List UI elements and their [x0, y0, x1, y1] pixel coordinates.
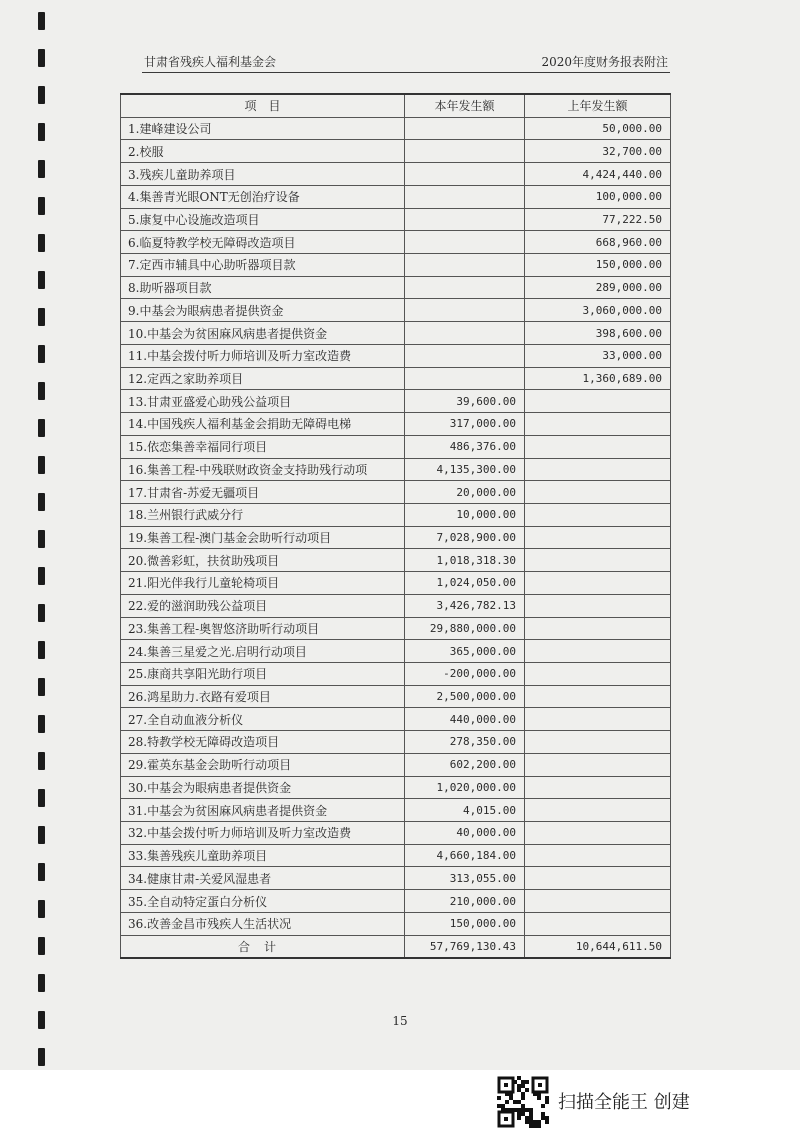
row-item-name: 25.康商共享阳光助行项目: [121, 662, 405, 685]
row-item-name: 19.集善工程-澳门基金会助听行动项目: [121, 526, 405, 549]
row-item-name: 20.微善彩虹，扶贫助残项目: [121, 549, 405, 572]
row-item-name: 30.中基会为眼病患者提供资金: [121, 776, 405, 799]
table-row: [121, 322, 671, 345]
table-row: [121, 640, 671, 663]
row-item-name: 9.中基会为眼病患者提供资金: [121, 299, 405, 322]
row-item-name: 8.助听器项目款: [121, 276, 405, 299]
row-current-amount: 4,660,184.00: [405, 844, 525, 867]
row-current-amount: 29,880,000.00: [405, 617, 525, 640]
row-previous-amount: 398,600.00: [525, 322, 671, 345]
page-number: 15: [392, 1014, 408, 1028]
row-item-name: 24.集善三星爱之光.启明行动项目: [121, 640, 405, 663]
binder-hole: [38, 1048, 45, 1066]
row-previous-amount: [525, 458, 671, 481]
binder-hole: [38, 900, 45, 918]
binder-hole: [38, 345, 45, 363]
row-item-name: 26.鸿星助力.衣路有爱项目: [121, 685, 405, 708]
table-row: [121, 708, 671, 731]
table-row: [121, 435, 671, 458]
table-row: [121, 844, 671, 867]
row-item-name: 1.建峰建设公司: [121, 117, 405, 140]
row-current-amount: 365,000.00: [405, 640, 525, 663]
row-item-name: 7.定西市辅具中心助听器项目款: [121, 254, 405, 277]
row-previous-amount: 150,000.00: [525, 254, 671, 277]
binder-hole: [38, 419, 45, 437]
row-current-amount: [405, 254, 525, 277]
row-item-name: 33.集善残疾儿童助养项目: [121, 844, 405, 867]
row-item-name: 12.定西之家助养项目: [121, 367, 405, 390]
table-row: [121, 753, 671, 776]
binder-hole: [38, 49, 45, 67]
table-row: [121, 140, 671, 163]
binder-hole: [38, 271, 45, 289]
row-previous-amount: [525, 390, 671, 413]
row-current-amount: [405, 117, 525, 140]
row-previous-amount: [525, 435, 671, 458]
row-current-amount: [405, 231, 525, 254]
row-previous-amount: [525, 617, 671, 640]
total-label: 合计: [121, 935, 405, 958]
binder-hole: [38, 789, 45, 807]
row-previous-amount: [525, 731, 671, 754]
row-current-amount: 10,000.00: [405, 503, 525, 526]
row-item-name: 27.全自动血液分析仪: [121, 708, 405, 731]
table-row: [121, 594, 671, 617]
row-current-amount: [405, 140, 525, 163]
binder-hole: [38, 641, 45, 659]
row-item-name: 31.中基会为贫困麻风病患者提供资金: [121, 799, 405, 822]
row-item-name: 3.残疾儿童助养项目: [121, 163, 405, 186]
row-current-amount: 313,055.00: [405, 867, 525, 890]
binder-hole: [38, 826, 45, 844]
organization-name: 甘肃省残疾人福利基金会: [144, 55, 277, 69]
column-header-current: 本年发生额: [405, 94, 525, 117]
row-item-name: 11.中基会拨付听力师培训及听力室改造费: [121, 344, 405, 367]
row-current-amount: 278,350.00: [405, 731, 525, 754]
row-current-amount: 150,000.00: [405, 912, 525, 935]
row-item-name: 32.中基会拨付听力师培训及听力室改造费: [121, 822, 405, 845]
binder-hole: [38, 308, 45, 326]
binder-hole: [38, 160, 45, 178]
row-current-amount: [405, 322, 525, 345]
row-previous-amount: 1,360,689.00: [525, 367, 671, 390]
row-previous-amount: [525, 413, 671, 436]
row-previous-amount: [525, 640, 671, 663]
row-item-name: 34.健康甘肃-关爱风湿患者: [121, 867, 405, 890]
row-current-amount: 1,020,000.00: [405, 776, 525, 799]
row-previous-amount: [525, 799, 671, 822]
row-previous-amount: 32,700.00: [525, 140, 671, 163]
row-current-amount: 602,200.00: [405, 753, 525, 776]
row-previous-amount: [525, 503, 671, 526]
total-previous-amount: 10,644,611.50: [525, 935, 671, 958]
table-row: [121, 776, 671, 799]
table-row: [121, 526, 671, 549]
row-previous-amount: 289,000.00: [525, 276, 671, 299]
row-current-amount: 39,600.00: [405, 390, 525, 413]
binder-hole: [38, 752, 45, 770]
row-previous-amount: 100,000.00: [525, 185, 671, 208]
row-current-amount: -200,000.00: [405, 662, 525, 685]
row-current-amount: 7,028,900.00: [405, 526, 525, 549]
row-item-name: 2.校服: [121, 140, 405, 163]
table-row: [121, 413, 671, 436]
binder-hole: [38, 604, 45, 622]
row-current-amount: 40,000.00: [405, 822, 525, 845]
row-previous-amount: [525, 662, 671, 685]
row-item-name: 15.依恋集善幸福同行项目: [121, 435, 405, 458]
binder-hole: [38, 678, 45, 696]
column-header-previous: 上年发生额: [525, 94, 671, 117]
table-row: [121, 867, 671, 890]
binder-hole: [38, 493, 45, 511]
row-item-name: 23.集善工程-奥智悠济助听行动项目: [121, 617, 405, 640]
table-row: [121, 254, 671, 277]
row-previous-amount: [525, 572, 671, 595]
row-previous-amount: 33,000.00: [525, 344, 671, 367]
table-row: [121, 458, 671, 481]
row-item-name: 17.甘肃省-苏爱无疆项目: [121, 481, 405, 504]
row-previous-amount: 77,222.50: [525, 208, 671, 231]
row-item-name: 18.兰州银行武威分行: [121, 503, 405, 526]
table-row: [121, 163, 671, 186]
row-current-amount: [405, 208, 525, 231]
qr-code-icon: [497, 1076, 549, 1128]
table-header-row: [121, 94, 671, 117]
binder-hole: [38, 456, 45, 474]
scanner-watermark: 扫描全能王 创建: [558, 1092, 690, 1113]
binder-hole: [38, 12, 45, 30]
row-item-name: 14.中国残疾人福利基金会捐助无障碍电梯: [121, 413, 405, 436]
row-item-name: 6.临夏特教学校无障碍改造项目: [121, 231, 405, 254]
row-current-amount: 1,024,050.00: [405, 572, 525, 595]
total-current-amount: 57,769,130.43: [405, 935, 525, 958]
binder-hole: [38, 937, 45, 955]
row-item-name: 10.中基会为贫困麻风病患者提供资金: [121, 322, 405, 345]
table-row: [121, 662, 671, 685]
binder-hole: [38, 197, 45, 215]
row-previous-amount: 4,424,440.00: [525, 163, 671, 186]
table-row: [121, 344, 671, 367]
row-previous-amount: [525, 822, 671, 845]
row-item-name: 35.全自动特定蛋白分析仪: [121, 890, 405, 913]
row-current-amount: 440,000.00: [405, 708, 525, 731]
binder-hole: [38, 863, 45, 881]
row-current-amount: [405, 367, 525, 390]
table-row: [121, 185, 671, 208]
row-previous-amount: [525, 867, 671, 890]
table-row: [121, 549, 671, 572]
row-item-name: 28.特教学校无障碍改造项目: [121, 731, 405, 754]
binder-hole: [38, 530, 45, 548]
row-current-amount: [405, 276, 525, 299]
table-row: [121, 685, 671, 708]
binder-hole: [38, 715, 45, 733]
row-item-name: 29.霍英东基金会助听行动项目: [121, 753, 405, 776]
binder-hole: [38, 382, 45, 400]
table-row: [121, 822, 671, 845]
page-header: [142, 50, 670, 73]
table-row: [121, 231, 671, 254]
table-row: [121, 617, 671, 640]
table-row: [121, 912, 671, 935]
row-current-amount: 317,000.00: [405, 413, 525, 436]
binder-hole: [38, 234, 45, 252]
row-previous-amount: 50,000.00: [525, 117, 671, 140]
row-current-amount: 1,018,318.30: [405, 549, 525, 572]
binder-hole: [38, 567, 45, 585]
row-previous-amount: [525, 481, 671, 504]
row-current-amount: 2,500,000.00: [405, 685, 525, 708]
row-current-amount: 20,000.00: [405, 481, 525, 504]
row-current-amount: [405, 163, 525, 186]
row-current-amount: 486,376.00: [405, 435, 525, 458]
row-current-amount: 4,015.00: [405, 799, 525, 822]
table-row: [121, 572, 671, 595]
row-item-name: 22.爱的滋润助残公益项目: [121, 594, 405, 617]
row-previous-amount: [525, 912, 671, 935]
row-current-amount: 210,000.00: [405, 890, 525, 913]
row-current-amount: 4,135,300.00: [405, 458, 525, 481]
row-item-name: 36.改善金昌市残疾人生活状况: [121, 912, 405, 935]
row-current-amount: [405, 185, 525, 208]
row-previous-amount: [525, 708, 671, 731]
binder-hole: [38, 974, 45, 992]
table-row: [121, 208, 671, 231]
row-previous-amount: [525, 549, 671, 572]
row-item-name: 4.集善青光眼ONT无创治疗设备: [121, 185, 405, 208]
table-row: [121, 276, 671, 299]
table-row: [121, 890, 671, 913]
row-previous-amount: [525, 753, 671, 776]
report-title: 2020年度财务报表附注: [541, 55, 668, 69]
row-previous-amount: [525, 776, 671, 799]
column-header-item: 项 目: [121, 94, 405, 117]
row-previous-amount: [525, 890, 671, 913]
table-total-row: [121, 935, 671, 958]
expense-table: [120, 93, 671, 959]
row-previous-amount: [525, 685, 671, 708]
row-item-name: 21.阳光伴我行儿童轮椅项目: [121, 572, 405, 595]
table-row: [121, 390, 671, 413]
table-row: [121, 117, 671, 140]
row-previous-amount: 668,960.00: [525, 231, 671, 254]
binder-hole: [38, 123, 45, 141]
table-row: [121, 481, 671, 504]
table-row: [121, 731, 671, 754]
row-current-amount: 3,426,782.13: [405, 594, 525, 617]
row-previous-amount: 3,060,000.00: [525, 299, 671, 322]
row-current-amount: [405, 299, 525, 322]
table-row: [121, 367, 671, 390]
table-row: [121, 799, 671, 822]
row-previous-amount: [525, 594, 671, 617]
table-row: [121, 299, 671, 322]
row-current-amount: [405, 344, 525, 367]
row-item-name: 16.集善工程-中残联财政资金支持助残行动项: [121, 458, 405, 481]
row-previous-amount: [525, 526, 671, 549]
binder-hole: [38, 86, 45, 104]
row-previous-amount: [525, 844, 671, 867]
table-row: [121, 503, 671, 526]
row-item-name: 13.甘肃亚盛爱心助残公益项目: [121, 390, 405, 413]
row-item-name: 5.康复中心设施改造项目: [121, 208, 405, 231]
